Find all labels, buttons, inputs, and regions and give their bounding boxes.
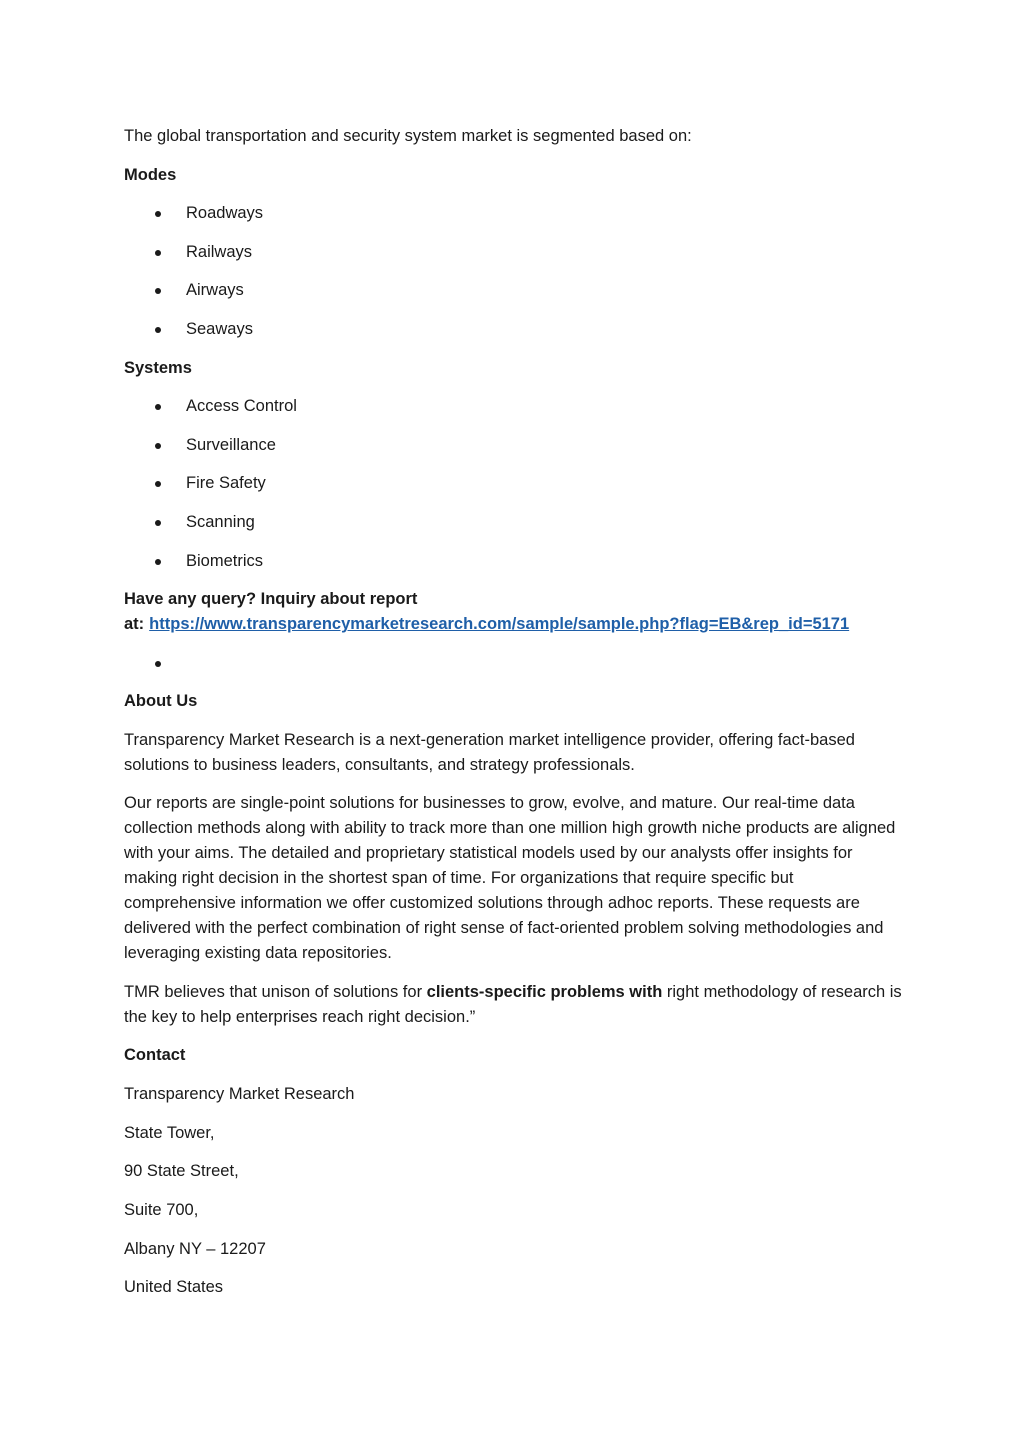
systems-heading: Systems bbox=[124, 358, 192, 377]
list-item bbox=[124, 278, 904, 303]
list-item bbox=[124, 433, 904, 458]
list-item-label: Fire Safety bbox=[186, 474, 266, 493]
contact-street: 90 State Street, bbox=[124, 1162, 239, 1181]
contact-country: United States bbox=[124, 1278, 224, 1297]
contact-suite: Suite 700, bbox=[124, 1200, 199, 1219]
bullet-icon bbox=[155, 520, 161, 526]
about-paragraph-3 bbox=[124, 980, 904, 1030]
contact-company: Transparency Market Research bbox=[124, 1084, 355, 1103]
list-item-label: Roadways bbox=[186, 204, 264, 222]
list-item bbox=[124, 510, 904, 535]
bullet-icon bbox=[155, 327, 161, 333]
document-page bbox=[124, 124, 904, 1314]
list-item bbox=[124, 240, 904, 265]
bullet-icon bbox=[155, 443, 161, 449]
about-paragraph-3-start: TMR believes that unison of solutions for bbox=[124, 982, 427, 1001]
list-item-label: Seaways bbox=[186, 320, 253, 339]
intro-text: The global transportation and security system market is segmented based on: bbox=[124, 127, 692, 145]
list-item bbox=[124, 394, 904, 419]
about-paragraph-2: Our reports are single-point solutions for businesses to grow, evolve, and mature. Our real-time data collection methods along with ability to track more than one million high growth niche products are aligned with your aims. The detailed and proprietary statistical models used by our analysts offer insights for making right decision in the shortest span of time. For organizations that require specific but comprehensive information we offer customized solutions through adhoc reports. These requests are delivered with the perfect combination of right sense of fact-oriented problem solving methodologies and leveraging existing data repositories. bbox=[124, 794, 896, 963]
bullet-icon bbox=[155, 559, 161, 565]
about-heading: About Us bbox=[124, 692, 198, 711]
bullet-icon bbox=[155, 661, 161, 667]
empty-list bbox=[124, 651, 904, 676]
empty-list-item bbox=[124, 651, 904, 676]
about-paragraph-3-end: right methodology of research is the key to help enterprises reach right decision.” bbox=[124, 982, 902, 1026]
list-item bbox=[124, 317, 904, 342]
about-paragraph-1: Transparency Market Research is a next-generation market intelligence provider, offering fact-based solutions to business leaders, consultants, and strategy professionals. bbox=[124, 730, 855, 774]
list-item bbox=[124, 201, 904, 226]
list-item-label: Access Control bbox=[186, 397, 297, 416]
systems-list bbox=[124, 394, 904, 574]
list-item bbox=[124, 471, 904, 496]
bullet-icon bbox=[155, 481, 161, 487]
list-item-label: Biometrics bbox=[186, 551, 264, 570]
list-item bbox=[124, 549, 904, 574]
report-sample-link[interactable]: https://www.transparencymarketresearch.com/sample/sample.php?flag=EB&rep_id=5171 bbox=[149, 615, 850, 634]
contact-city: Albany NY – 12207 bbox=[124, 1239, 266, 1258]
list-item-label: Airways bbox=[186, 281, 244, 300]
contact-heading: Contact bbox=[124, 1046, 186, 1065]
inquiry-prefix: at: bbox=[124, 615, 145, 634]
about-paragraph-3-bold: clients-specific problems with bbox=[426, 982, 663, 1001]
bullet-icon bbox=[155, 250, 161, 256]
list-item-label: Scanning bbox=[186, 513, 255, 532]
bullet-icon bbox=[155, 288, 161, 294]
inquiry-block bbox=[124, 587, 904, 637]
list-item-label: Railways bbox=[186, 242, 253, 261]
bullet-icon bbox=[155, 211, 161, 217]
bullet-icon bbox=[155, 404, 161, 410]
contact-building: State Tower, bbox=[124, 1123, 215, 1142]
modes-heading: Modes bbox=[124, 165, 177, 184]
modes-list bbox=[124, 201, 904, 342]
inquiry-text: Have any query? Inquiry about report bbox=[124, 590, 418, 609]
list-item-label: Surveillance bbox=[186, 435, 276, 454]
